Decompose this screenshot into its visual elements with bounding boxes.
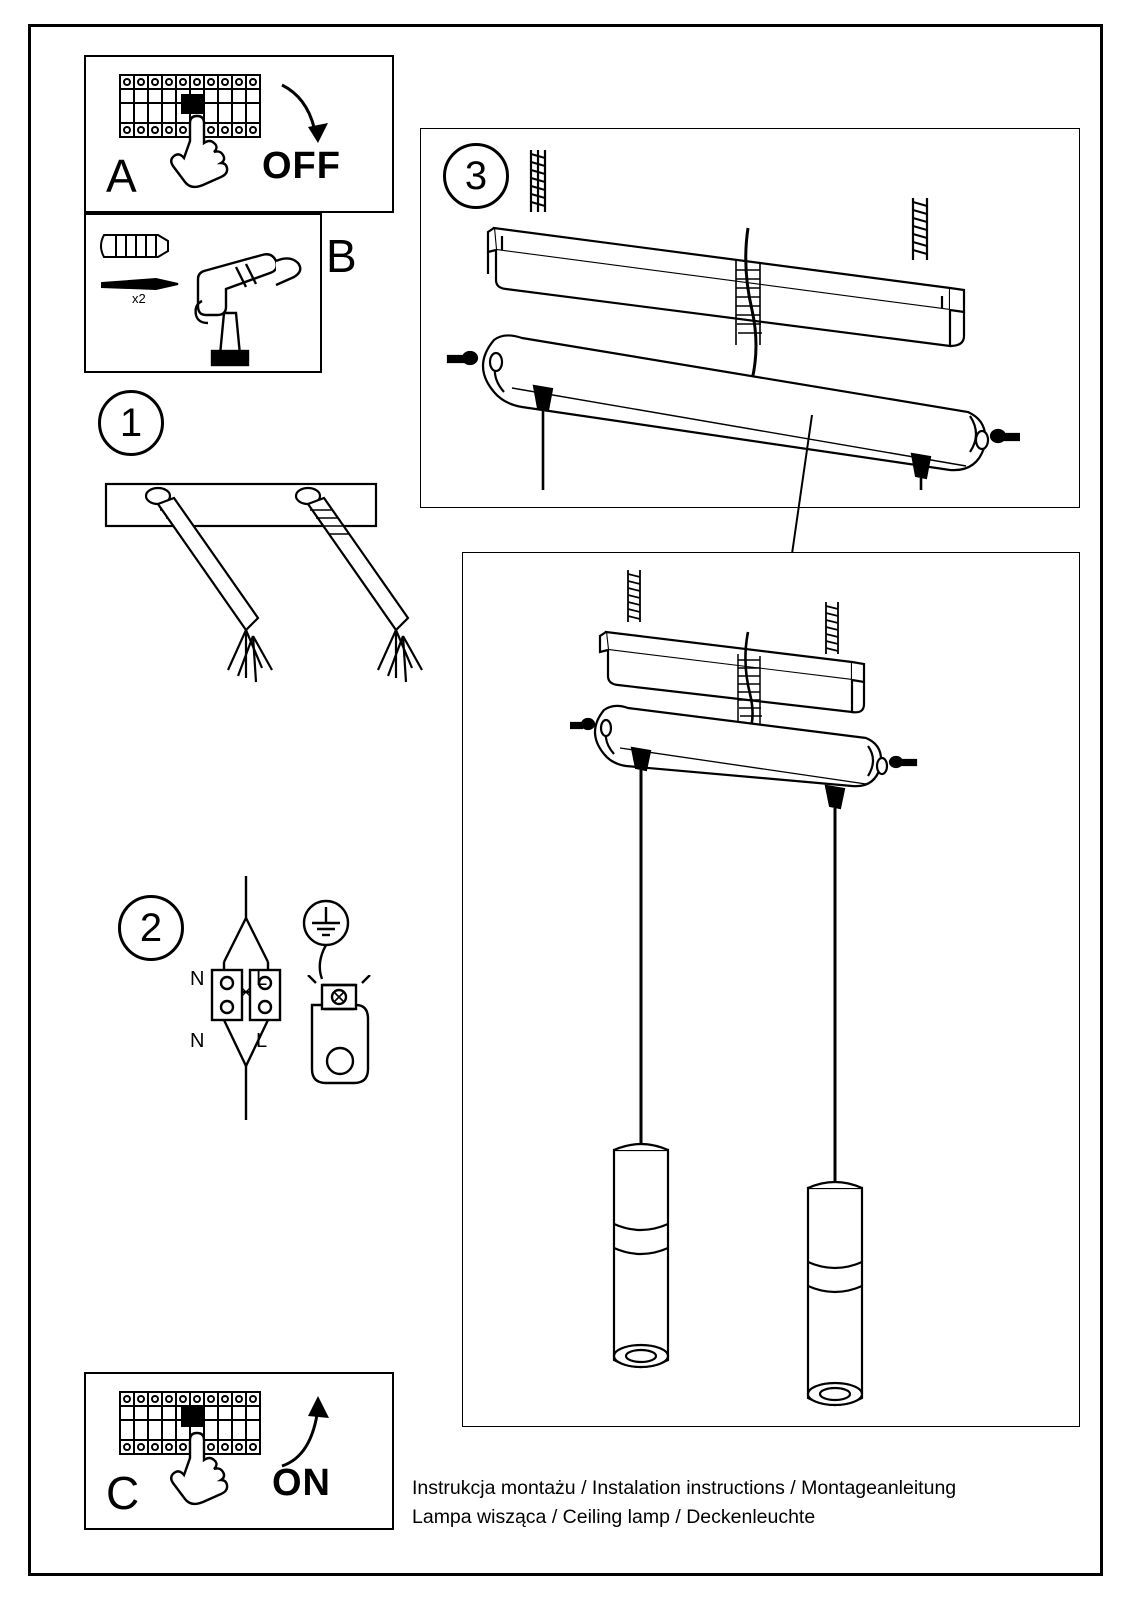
step-2-badge <box>118 895 184 961</box>
panel-c-power-on <box>84 1372 394 1530</box>
ceiling-drilling-anchors-icon <box>96 470 426 720</box>
curved-arrow-down-icon <box>282 85 328 143</box>
cable-strip-icon <box>294 975 384 1095</box>
step-3-number: 3 <box>464 153 488 198</box>
panel-a-letter: A <box>106 150 137 202</box>
panel-b-quantity-label: x2 <box>132 291 146 306</box>
step-2-number: 2 <box>139 905 163 950</box>
screw-icon <box>102 279 178 289</box>
terminal-label-l-top: L <box>256 968 268 990</box>
assembled-pendant-lamp-icon <box>570 560 970 1420</box>
panel-c-action-label: ON <box>272 1462 331 1504</box>
panel-a-power-off <box>84 55 394 213</box>
panel-c-letter: C <box>106 1467 140 1519</box>
panel-b-drill-anchors <box>84 213 357 373</box>
step-1-number: 1 <box>119 400 143 445</box>
panel-a-action-label: OFF <box>262 145 341 187</box>
panel-b-letter: B <box>326 230 357 282</box>
power-drill-icon <box>196 254 301 365</box>
drill-and-plug-icons <box>86 215 320 371</box>
step-1-badge <box>98 390 164 456</box>
caption-line-1: Instrukcja montażu / Instalation instructions / Montageanleitung <box>412 1477 957 1499</box>
terminal-label-n-bottom: N <box>190 1030 205 1052</box>
terminal-label-n-top: N <box>190 968 205 990</box>
mounting-bracket-assembly-icon <box>430 140 1020 490</box>
wall-plug-icon <box>101 235 168 257</box>
curved-arrow-up-icon <box>282 1396 329 1466</box>
caption-line-2: Lampa wisząca / Ceiling lamp / Deckenleuchte <box>412 1506 816 1528</box>
terminal-label-l-bottom: L <box>256 1030 268 1052</box>
